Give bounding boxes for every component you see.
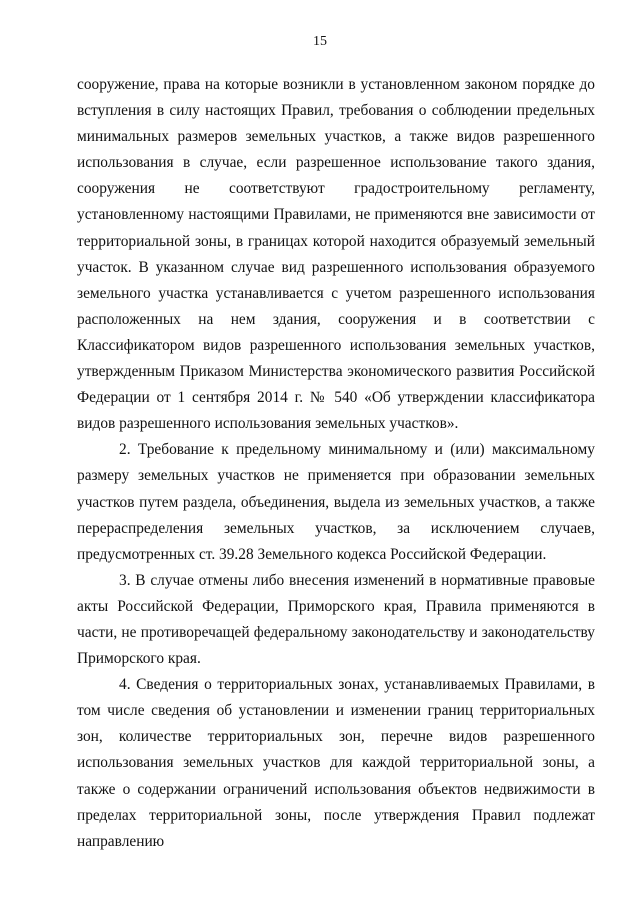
paragraph-continuation: сооружение, права на которые возникли в установленном законом порядке до вступления в силу настоящих Правил, требования о соблюдении предельных минимальных размеров земельных участков, а также видов разрешенного использования в случае, если разрешенное использование такого здания, сооружения не соответствуют градостроительному регламенту, установленному настоящими Правилами, не применяются вне зависимости от территориальной зоны, в границах которой находится образуемый земельный участок. В указанном случае вид разрешенного использования образуемого земельного участка устанавливается с учетом разрешенного использования расположенных на нем здания, сооружения и в соответствии с Классификатором видов разрешенного использования земельных участков, утвержденным Приказом Министерства экономического развития Российской Федерации от 1 сентября 2014 г. № 540 «Об утверждении классификатора видов разрешенного использования земельных участков». [77, 76, 595, 433]
paragraph-item-2: 2. Требование к предельному минимальному и (или) максимальному размеру земельных участков не применяется при образовании земельных участков путем раздела, объединения, выдела из земельных участков, а также перераспределения земельных участков, за исключением случаев, предусмотренных ст. 39.28 Земельного кодекса Российской Федерации. [77, 441, 595, 563]
document-body [77, 72, 595, 855]
paragraph-item-4: 4. Сведения о территориальных зонах, устанавливаемых Правилами, в том числе сведения об установлении и изменении границ территориальных зон, количестве территориальных зон, перечне видов разрешенного использования земельных участков для каждой территориальной зоны, а также о содержании ограничений использования объектов недвижимости в пределах территориальной зоны, после утверждения Правил подлежат направлению [77, 676, 595, 850]
page-number: 15 [313, 34, 327, 49]
paragraph-item-3: 3. В случае отмены либо внесения изменений в нормативные правовые акты Российской Федерации, Приморского края, Правила применяются в части, не противоречащей федеральному законодательству и законодательству Приморского края. [77, 571, 595, 668]
